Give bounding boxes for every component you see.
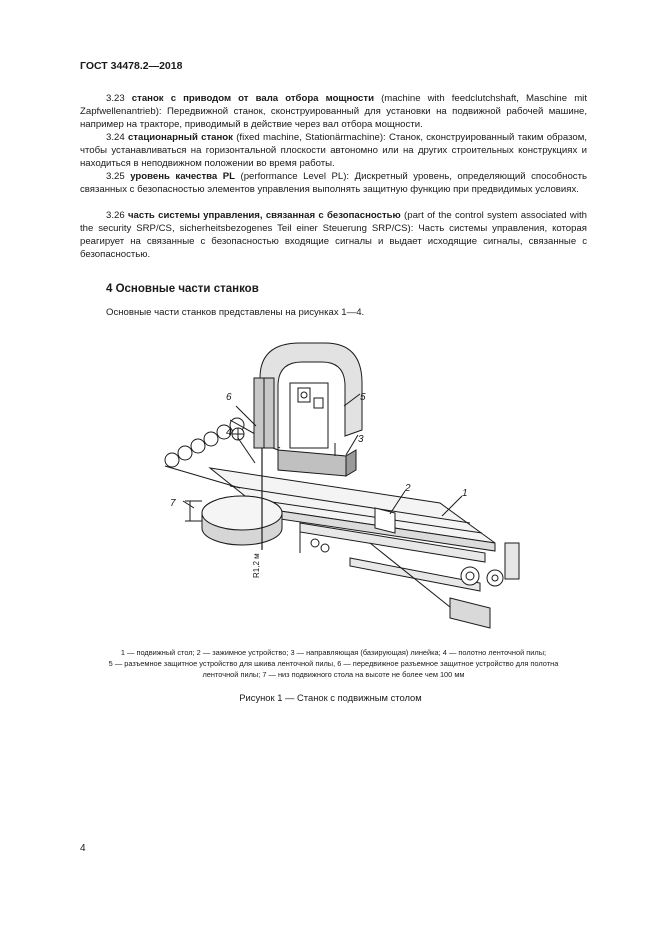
definition-number: 3.25 [106, 171, 125, 182]
definition-3-26 [80, 209, 587, 261]
definition-text: (performance Level PL): Дискретный уровень, определяющий способность связанных с безопасностью элементов управления выполнять защитную функцию при предвидимых условиях. [80, 171, 587, 195]
definition-term: стационарный станок [127, 132, 233, 143]
callout-5: 5 [360, 392, 366, 403]
machine-drawing [150, 338, 540, 638]
definition-text: (fixed machine, Stationärmachine): Станок, сконструированный таким образом, чтобы устанавливаться на горизонтальной плоскости автономно или на других строительных конструкциях и находиться в неподвижном положении во время работы. [80, 132, 587, 169]
section-title: 4 Основные части станков [106, 283, 259, 295]
guide-fence [278, 450, 346, 476]
page-number: 4 [80, 843, 86, 854]
definition-term: уровень качества PL [130, 171, 236, 182]
definition-3-25 [80, 170, 587, 196]
document-header: ГОСТ 34478.2—2018 [80, 60, 183, 72]
definition-3-24 [80, 131, 587, 170]
radius-dimension-label: R1,2 м [252, 553, 261, 578]
definition-number: 3.24 [106, 132, 125, 143]
definition-text: (part of the control system associated with the security SRP/CS, sicherheitsbezogenes Teil einer Steuerung SRP/CS): Часть системы управления, которая реагирует на связанные с безопасностью входящие сигналы и выдает исходящие сигналы, связанные с безопасностью. [80, 210, 587, 260]
definition-number: 3.23 [106, 93, 125, 104]
callout-3: 3 [358, 434, 364, 445]
figure-legend [80, 647, 587, 680]
callout-4: 4 [226, 427, 232, 438]
legend-line: 1 — подвижный стол; 2 — зажимное устройство; 3 — направляющая (базирующая) линейка; 4 — полотно ленточной пилы; [120, 648, 547, 657]
figure-band-saw-machine [150, 338, 540, 638]
definition-text: (machine with feedclutchshaft, Maschine mit Zapfwellenantrieb): Передвижной станок, сконструированный для установки на подвижной рабочей машине, например на тракторе, приводимый в действие через вал отбора мощности. [80, 93, 587, 130]
definition-term: станок с приводом от вала отбора мощности [131, 93, 374, 104]
callout-7: 7 [170, 498, 176, 509]
definition-term: часть системы управления, связанная с безопасностью [127, 210, 401, 221]
legend-line: ленточной пилы; 7 — низ подвижного стола на высоте не более чем 100 мм [202, 670, 465, 679]
figure-caption: Рисунок 1 — Станок с подвижным столом [239, 692, 422, 703]
section-intro: Основные части станков представлены на рисунках 1—4. [106, 307, 365, 318]
callout-1: 1 [462, 488, 468, 499]
callout-6: 6 [226, 392, 232, 403]
legend-line: 5 — разъемное защитное устройство для шкива ленточной пилы, 6 — передвижное разъемное защитное устройство для полотна [108, 659, 559, 668]
callout-2: 2 [405, 483, 411, 494]
definition-3-23 [80, 92, 587, 131]
definition-number: 3.26 [106, 210, 125, 221]
